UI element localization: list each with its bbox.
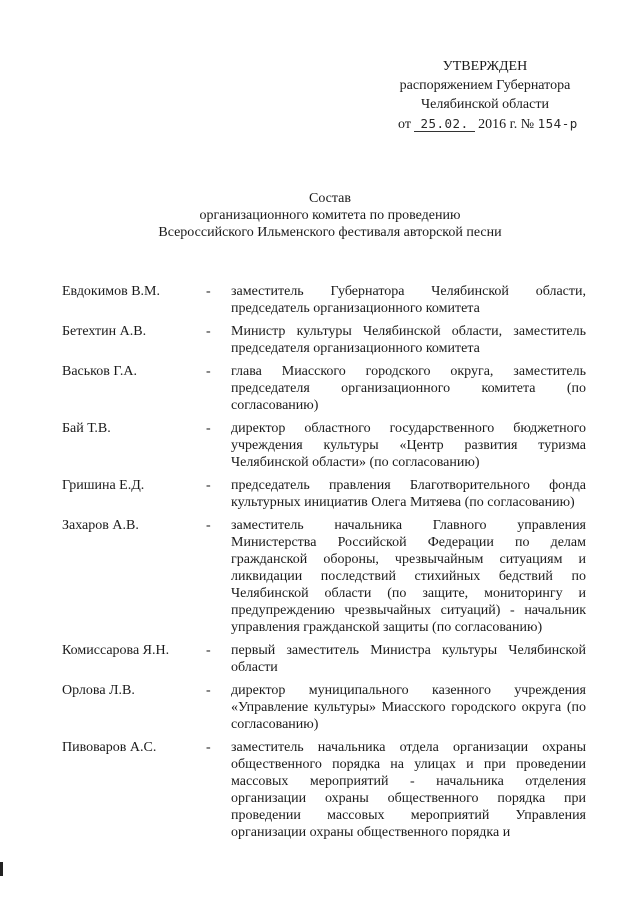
member-dash: - — [206, 421, 211, 436]
year-text: 2016 г. № — [478, 117, 535, 132]
member-dash: - — [206, 324, 211, 339]
member-role: заместитель начальника отдела организации охраны общественного порядка на улицах и при проведении массовых мероприятий - начальника отделения организации охраны общественного порядка при проведении массовых мероприятий Управления организации охраны общественного порядка и — [231, 740, 586, 840]
member-role: заместитель Губернатора Челябинской области, председатель организационного комитета — [231, 284, 586, 316]
member-row — [0, 682, 640, 733]
member-name: Орлова Л.В. — [62, 683, 135, 698]
member-dash: - — [206, 518, 211, 533]
member-dash: - — [206, 364, 211, 379]
member-row — [0, 739, 640, 841]
member-row — [0, 420, 640, 471]
member-row — [0, 363, 640, 414]
member-name: Евдокимов В.М. — [62, 284, 160, 299]
title-line-2: организационного комитета по проведению — [199, 208, 461, 223]
member-name: Захаров А.В. — [62, 518, 139, 533]
approval-line-1: распоряжением Губернатора — [399, 78, 571, 93]
member-dash: - — [206, 683, 211, 698]
member-dash: - — [206, 740, 211, 755]
member-dash: - — [206, 643, 211, 658]
date-prefix: от — [398, 117, 411, 132]
member-dash: - — [206, 478, 211, 493]
member-role: глава Миасского городского округа, заместитель председателя организационного комитета (по согласованию) — [231, 364, 586, 413]
document-title — [70, 190, 590, 241]
member-name: Васьков Г.А. — [62, 364, 137, 379]
member-role: директор муниципального казенного учреждения «Управление культуры» Миасского городского округа (по согласованию) — [231, 683, 586, 732]
approval-heading: УТВЕРЖДЕН — [442, 59, 528, 74]
member-name: Бетехтин А.В. — [62, 324, 147, 339]
approval-line-2: Челябинской области — [421, 97, 549, 112]
member-role: Министр культуры Челябинской области, заместитель председателя организационного комитета — [231, 324, 586, 356]
approval-date-line — [370, 114, 600, 134]
scan-edge-mark — [0, 862, 3, 876]
approval-stamp — [370, 57, 600, 134]
member-list — [0, 283, 640, 847]
member-row — [0, 642, 640, 676]
member-dash: - — [206, 284, 211, 299]
number-value: 154-р — [537, 116, 578, 131]
member-name: Комиссарова Я.Н. — [62, 643, 170, 658]
member-row — [0, 283, 640, 317]
date-value: 25.02. — [414, 116, 474, 132]
member-name: Гришина Е.Д. — [62, 478, 145, 493]
member-name: Бай Т.В. — [62, 421, 111, 436]
title-line-3: Всероссийского Ильменского фестиваля авторской песни — [158, 225, 502, 240]
member-name: Пивоваров А.С. — [62, 740, 157, 755]
member-row — [0, 477, 640, 511]
member-row — [0, 323, 640, 357]
member-role: первый заместитель Министра культуры Челябинской области — [231, 643, 586, 675]
member-role: заместитель начальника Главного управления Министерства Российской Федерации по делам гражданской обороны, чрезвычайным ситуациям и ликвидации последствий стихийных бедствий по Челябинской области (по защите, мониторингу и предупреждению чрезвычайных ситуаций) - начальник управления гражданской защиты (по согласованию) — [231, 518, 586, 635]
member-role: председатель правления Благотворительного фонда культурных инициатив Олега Митяева (по согласованию) — [231, 478, 586, 510]
member-row — [0, 517, 640, 636]
member-role: директор областного государственного бюджетного учреждения культуры «Центр развития туризма Челябинской области» (по согласованию) — [231, 421, 586, 470]
title-line-1: Состав — [308, 191, 351, 206]
